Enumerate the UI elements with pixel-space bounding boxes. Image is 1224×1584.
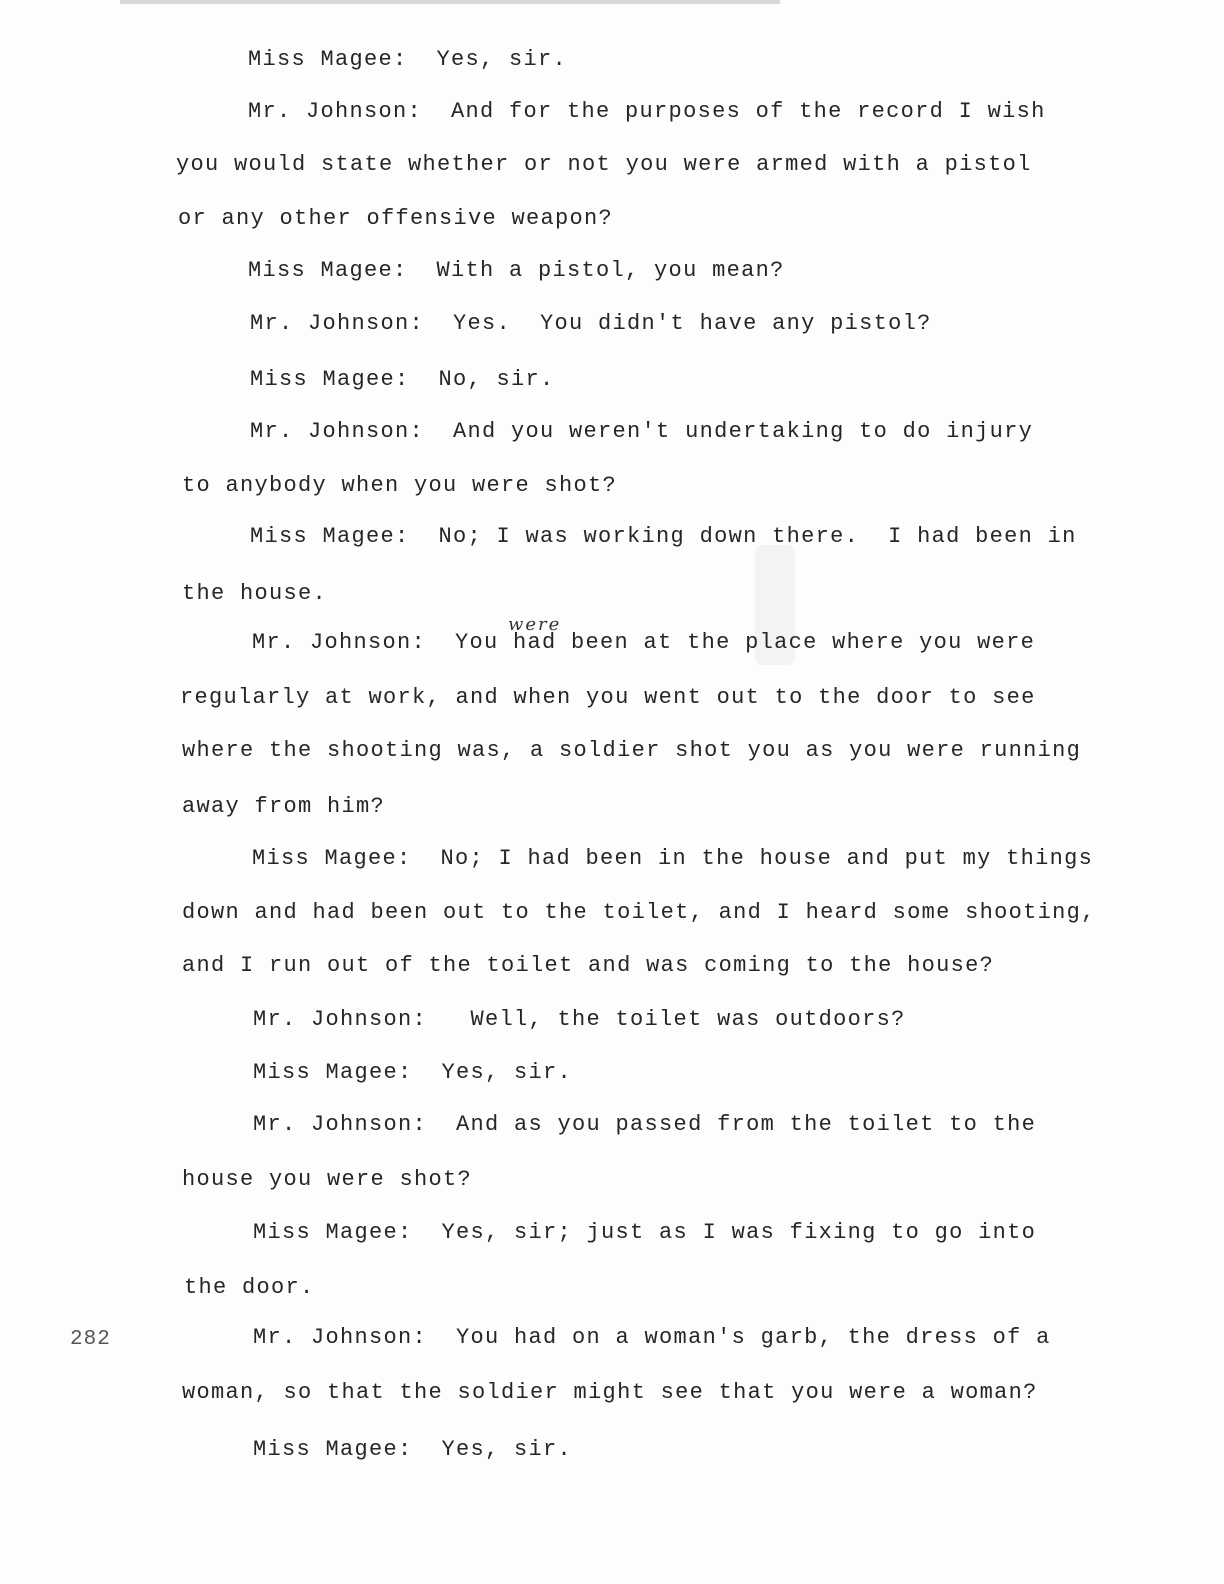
transcript-line: Mr. Johnson: And as you passed from the toilet to the — [253, 1112, 1037, 1137]
handwritten-correction: were — [508, 614, 562, 635]
transcript-line: you would state whether or not you were armed with a pistol — [176, 152, 1032, 177]
transcript-line: Miss Magee: Yes, sir. — [248, 47, 568, 72]
transcript-line: Miss Magee: No, sir. — [250, 367, 555, 392]
transcript-line: Miss Magee: Yes, sir. — [253, 1060, 573, 1085]
transcript-line: woman, so that the soldier might see that you were a woman? — [182, 1380, 1038, 1405]
transcript-line: Mr. Johnson: Well, the toilet was outdoors? — [253, 1007, 906, 1032]
transcript-line: Mr. Johnson: You had been at the place where you were — [252, 630, 1036, 655]
transcript-line: Miss Magee: No; I had been in the house and put my things — [252, 846, 1094, 871]
transcript-line: regularly at work, and when you went out to the door to see — [180, 685, 1036, 710]
transcript-line: house you were shot? — [182, 1167, 473, 1192]
transcript-line: Miss Magee: No; I was working down there. I had been in — [250, 524, 1077, 549]
transcript-line: Miss Magee: Yes, sir. — [253, 1437, 573, 1462]
transcript-line: Mr. Johnson: Yes. You didn't have any pistol? — [250, 311, 932, 336]
transcript-line: or any other offensive weapon? — [178, 206, 614, 231]
transcript-line: Miss Magee: With a pistol, you mean? — [248, 258, 785, 283]
transcript-line: Mr. Johnson: And you weren't undertaking to do injury — [250, 419, 1034, 444]
transcript-line: down and had been out to the toilet, and I heard some shooting, — [182, 900, 1096, 925]
transcript-line: Miss Magee: Yes, sir; just as I was fixing to go into — [253, 1220, 1037, 1245]
transcript-line: the house. — [182, 581, 328, 606]
transcript-line: and I run out of the toilet and was coming to the house? — [182, 953, 995, 978]
transcript-line: away from him? — [182, 794, 386, 819]
transcript-line: Mr. Johnson: And for the purposes of the record I wish — [248, 99, 1046, 124]
top-edge-shadow — [120, 0, 780, 4]
margin-page-number: 282 — [70, 1328, 111, 1351]
transcript-line: to anybody when you were shot? — [182, 473, 618, 498]
transcript-line: where the shooting was, a soldier shot you as you were running — [182, 738, 1082, 763]
transcript-line: Mr. Johnson: You had on a woman's garb, the dress of a — [253, 1325, 1051, 1350]
transcript-line: the door. — [184, 1275, 315, 1300]
